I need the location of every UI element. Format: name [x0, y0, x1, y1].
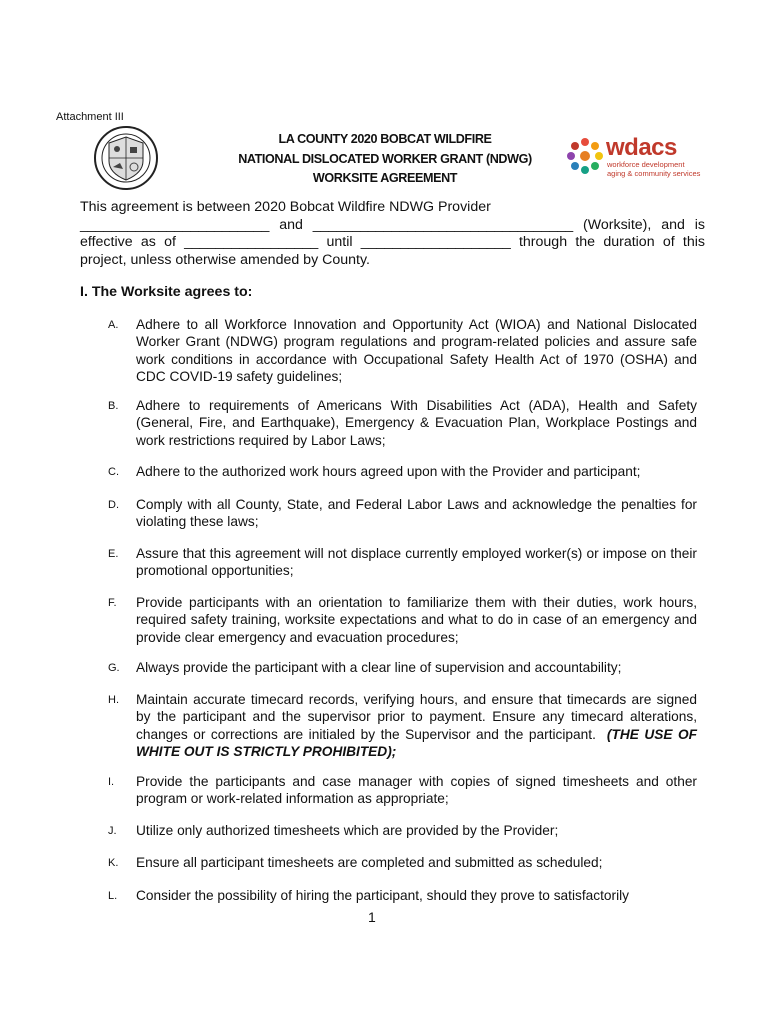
wdacs-tagline [607, 160, 700, 178]
intro-line-2: ________________________ and _________________________________ (Worksite), and is [80, 216, 705, 233]
item-text: Adhere to requirements of Americans With Disabilities Act (ADA), Health and Safety (General, Fire, and Earthquake), Emergency & Evacuation Plan, Workplace Postings and work restrictions required by Labor Laws; [136, 398, 697, 448]
item-text: Ensure all participant timesheets are completed and submitted as scheduled; [136, 855, 603, 870]
item-text: Always provide the participant with a clear line of supervision and accountability; [136, 660, 622, 675]
county-seal-icon [93, 125, 159, 191]
attachment-label: Attachment III [56, 111, 124, 123]
title-line-2: NATIONAL DISLOCATED WORKER GRANT (NDWG) [238, 151, 532, 166]
item-label: C. [108, 466, 119, 478]
item-text: Utilize only authorized timesheets which are provided by the Provider; [136, 823, 559, 838]
item-label: A. [108, 319, 119, 331]
item-text: Provide the participants and case manager with copies of signed timesheets and other program or work-related information as appropriate; [136, 774, 697, 807]
item-text: Consider the possibility of hiring the participant, should they prove to satisfactorily [136, 888, 630, 903]
white-out-warning: (THE USE OF WHITE OUT IS STRICTLY PROHIBITED); [136, 726, 698, 759]
item-label: J. [108, 825, 117, 837]
item-text: Comply with all County, State, and Federal Labor Laws and acknowledge the penalties for violating these laws; [136, 497, 697, 530]
title-line-3: WORKSITE AGREEMENT [312, 171, 458, 185]
item-text [136, 691, 697, 760]
item-label: B. [108, 400, 119, 412]
agreement-intro [80, 199, 705, 269]
item-text: Provide participants with an orientation to familiarize them with their duties, work hours, required safety training, worksite expectations and what to do in case of an emergency and provide clear emergency and evacuation procedures; [136, 595, 697, 645]
page-number: 1 [368, 909, 376, 925]
wdacs-tagline-1: workforce development [607, 160, 685, 169]
item-text: Assure that this agreement will not displace currently employed worker(s) or impose on their promotional opportunities; [136, 546, 697, 579]
item-label: K. [108, 857, 119, 869]
item-text: Adhere to all Workforce Innovation and Opportunity Act (WIOA) and National Dislocated Worker Grant (NDWG) program regulations and program-related policies and assure safe work conditions in accordance with Occupational Safety Health Act of 1970 (OSHA) and CDC COVID-19 safety guidelines; [136, 317, 697, 384]
title-line-1: LA COUNTY 2020 BOBCAT WILDFIRE [278, 132, 492, 146]
item-label: F. [108, 597, 117, 609]
wdacs-tagline-2: aging & community services [607, 169, 701, 178]
item-label: L. [108, 890, 118, 902]
item-label: D. [108, 499, 119, 511]
section-heading: I. The Worksite agrees to: [80, 284, 253, 300]
item-label: G. [108, 662, 120, 674]
intro-line-3: effective as of _________________ until ___________________ through the duration of this [80, 234, 705, 250]
wdacs-logo-text: wdacs [606, 134, 677, 161]
intro-line-1: This agreement is between 2020 Bobcat Wildfire NDWG Provider [80, 199, 491, 215]
item-label: I. [108, 776, 115, 788]
item-text: Adhere to the authorized work hours agreed upon with the Provider and participant; [136, 464, 641, 479]
document-title [170, 130, 600, 189]
item-label: H. [108, 694, 119, 706]
item-label: E. [108, 548, 119, 560]
intro-line-4: project, unless otherwise amended by County. [80, 251, 370, 268]
item-text-body: Maintain accurate timecard records, verifying hours, and ensure that timecards are signed by the participant and the supervisor prior to payment. Ensure any timecard alterations, changes or corrections are initialed by the Supervisor and the participant. [136, 692, 697, 742]
